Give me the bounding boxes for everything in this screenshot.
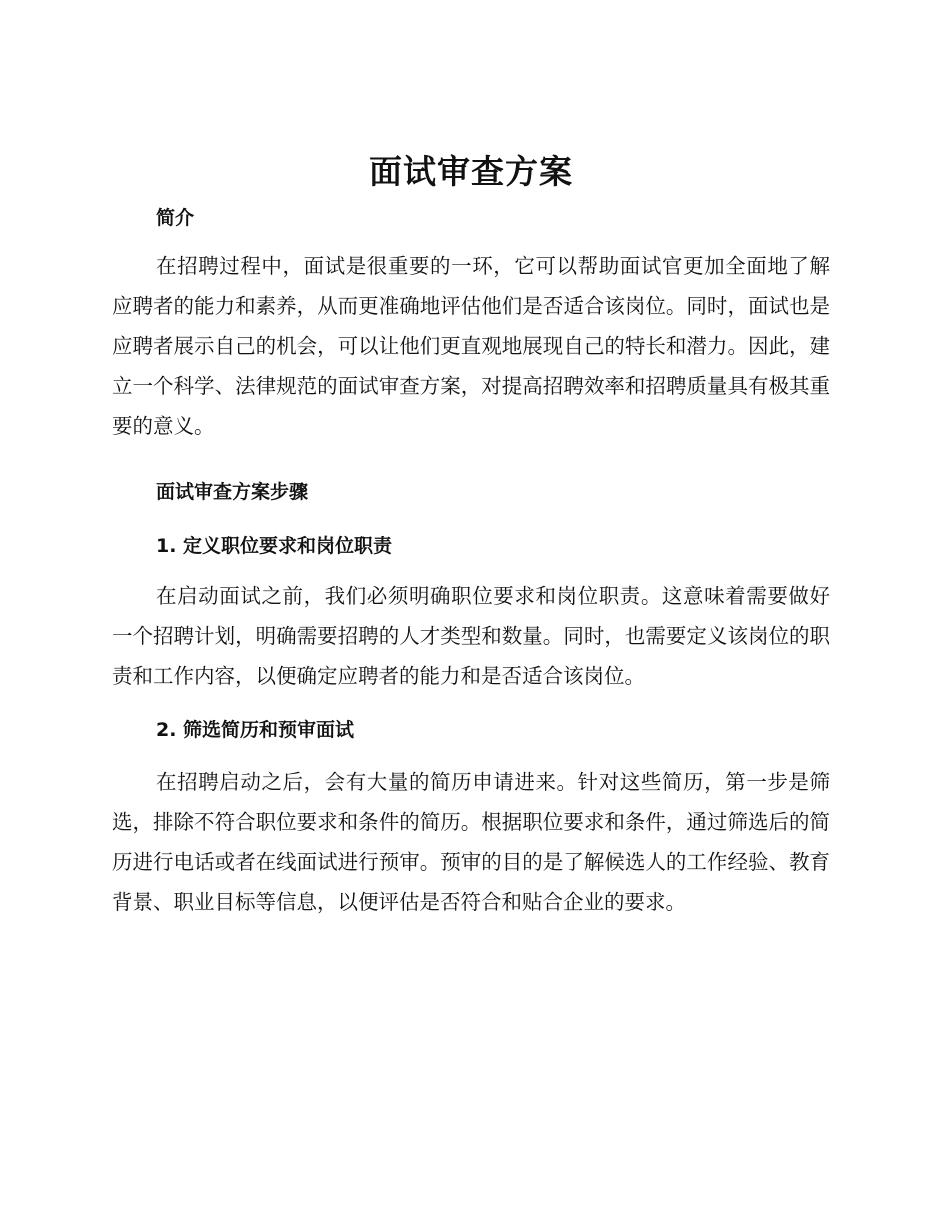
paragraph-step-1: 在启动面试之前，我们必须明确职位要求和岗位职责。这意味着需要做好一个招聘计划，明确需要招聘的人才类型和数量。同时，也需要定义该岗位的职责和工作内容，以便确定应聘者的能力和是否适合该岗位。	[112, 584, 830, 688]
section-heading-steps: 面试审查方案步骤	[156, 481, 309, 503]
paragraph-step-2: 在招聘启动之后，会有大量的简历申请进来。针对这些简历，第一步是筛选，排除不符合职位要求和条件的简历。根据职位要求和条件，通过筛选后的简历进行电话或者在线面试进行预审。预审的目的是了解候选人的工作经验、教育背景、职业目标等信息，以便评估是否符合和贴合企业的要求。	[112, 770, 830, 914]
document-page	[112, 148, 830, 922]
section-heading-step-2: 2. 筛选简历和预审面试	[156, 719, 355, 741]
paragraph-intro: 在招聘过程中，面试是很重要的一环，它可以帮助面试官更加全面地了解应聘者的能力和素养，从而更准确地评估他们是否适合该岗位。同时，面试也是应聘者展示自己的机会，可以让他们更直观地展现自己的特长和潜力。因此，建立一个科学、法律规范的面试审查方案，对提高招聘效率和招聘质量具有极其重要的意义。	[112, 254, 830, 438]
document-title: 面试审查方案	[369, 152, 573, 191]
section-heading-intro: 简介	[156, 207, 195, 229]
section-heading-step-1: 1. 定义职位要求和岗位职责	[156, 535, 393, 557]
